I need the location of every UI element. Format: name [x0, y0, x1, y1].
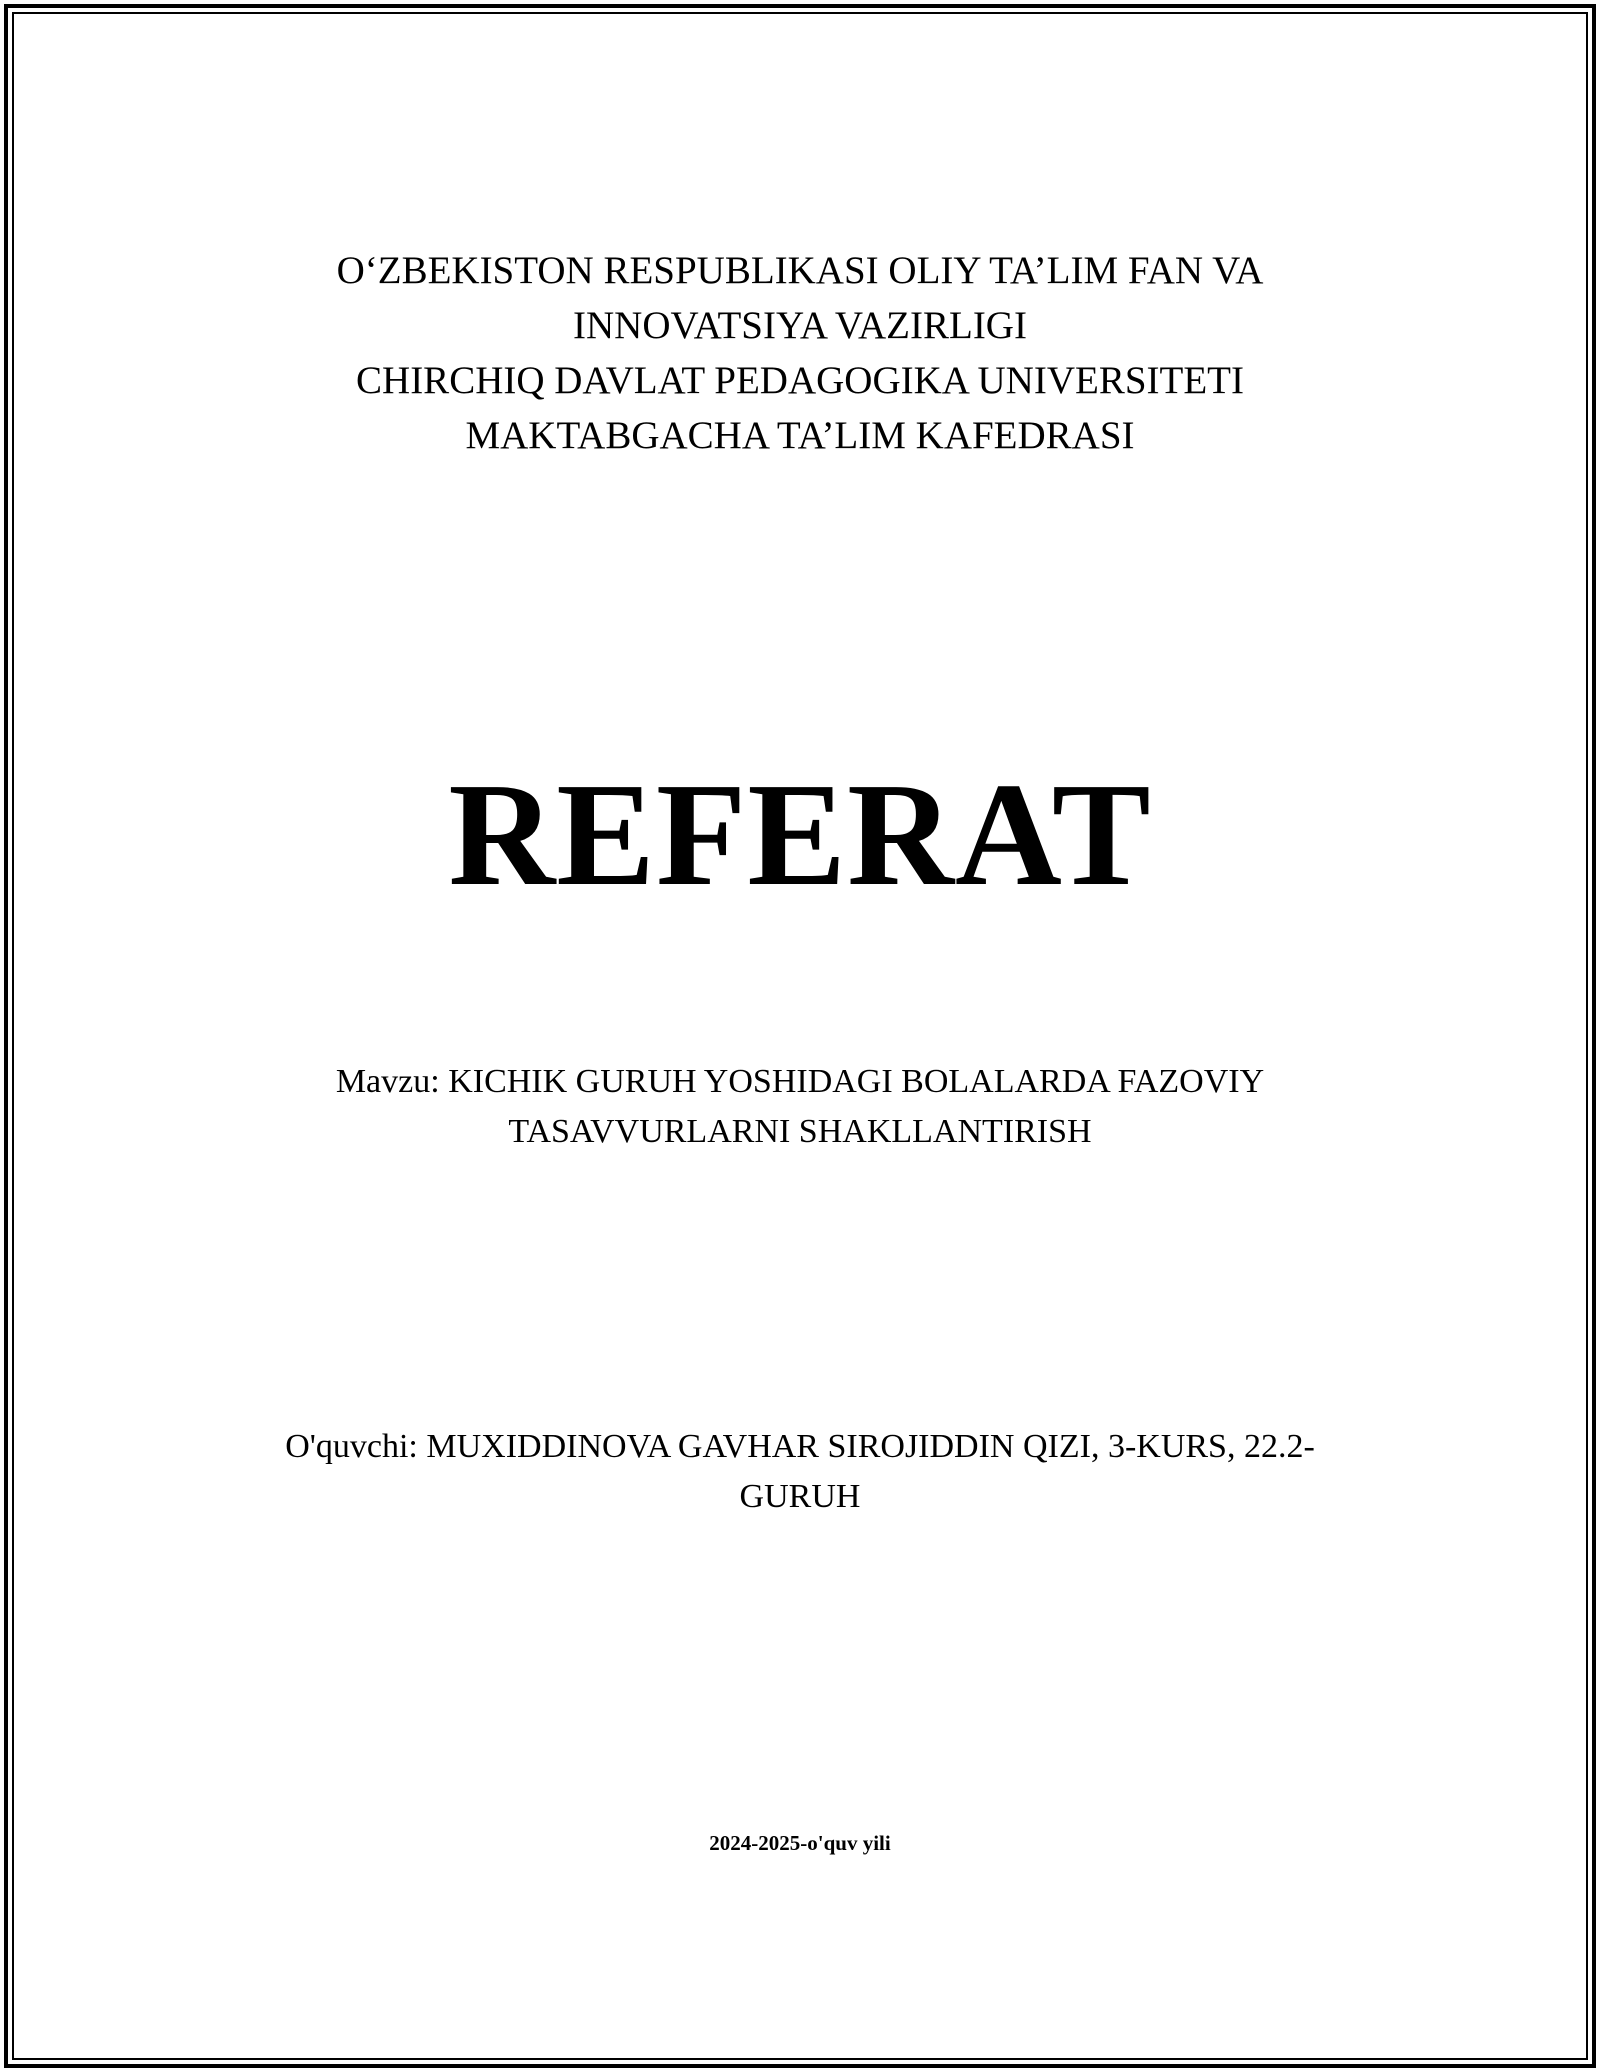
header-line-ministry-cont: INNOVATSIYA VAZIRLIGI: [573, 304, 1027, 347]
document-title: REFERAT: [448, 753, 1152, 917]
topic-line-2: TASAVVURLARNI SHAKLLANTIRISH: [508, 1113, 1092, 1150]
header-line-ministry: O‘ZBEKISTON RESPUBLIKASI OLIY TA’LIM FAN VA: [336, 249, 1264, 292]
institution-header: [0, 243, 1600, 463]
student-line-2: GURUH: [739, 1478, 861, 1515]
topic-line-1: Mavzu: KICHIK GURUH YOSHIDAGI BOLALARDA FAZOVIY: [335, 1063, 1265, 1100]
header-line-department: MAKTABGACHA TA’LIM KAFEDRASI: [465, 414, 1135, 457]
topic-section: [0, 1057, 1600, 1157]
student-section: [0, 1422, 1600, 1522]
header-line-university: CHIRCHIQ DAVLAT PEDAGOGIKA UNIVERSITETI: [356, 359, 1244, 402]
academic-year: 2024-2025-o'quv yili: [709, 1831, 891, 1855]
student-line-1: O'quvchi: MUXIDDINOVA GAVHAR SIROJIDDIN QIZI, 3-KURS, 22.2-: [285, 1428, 1315, 1465]
